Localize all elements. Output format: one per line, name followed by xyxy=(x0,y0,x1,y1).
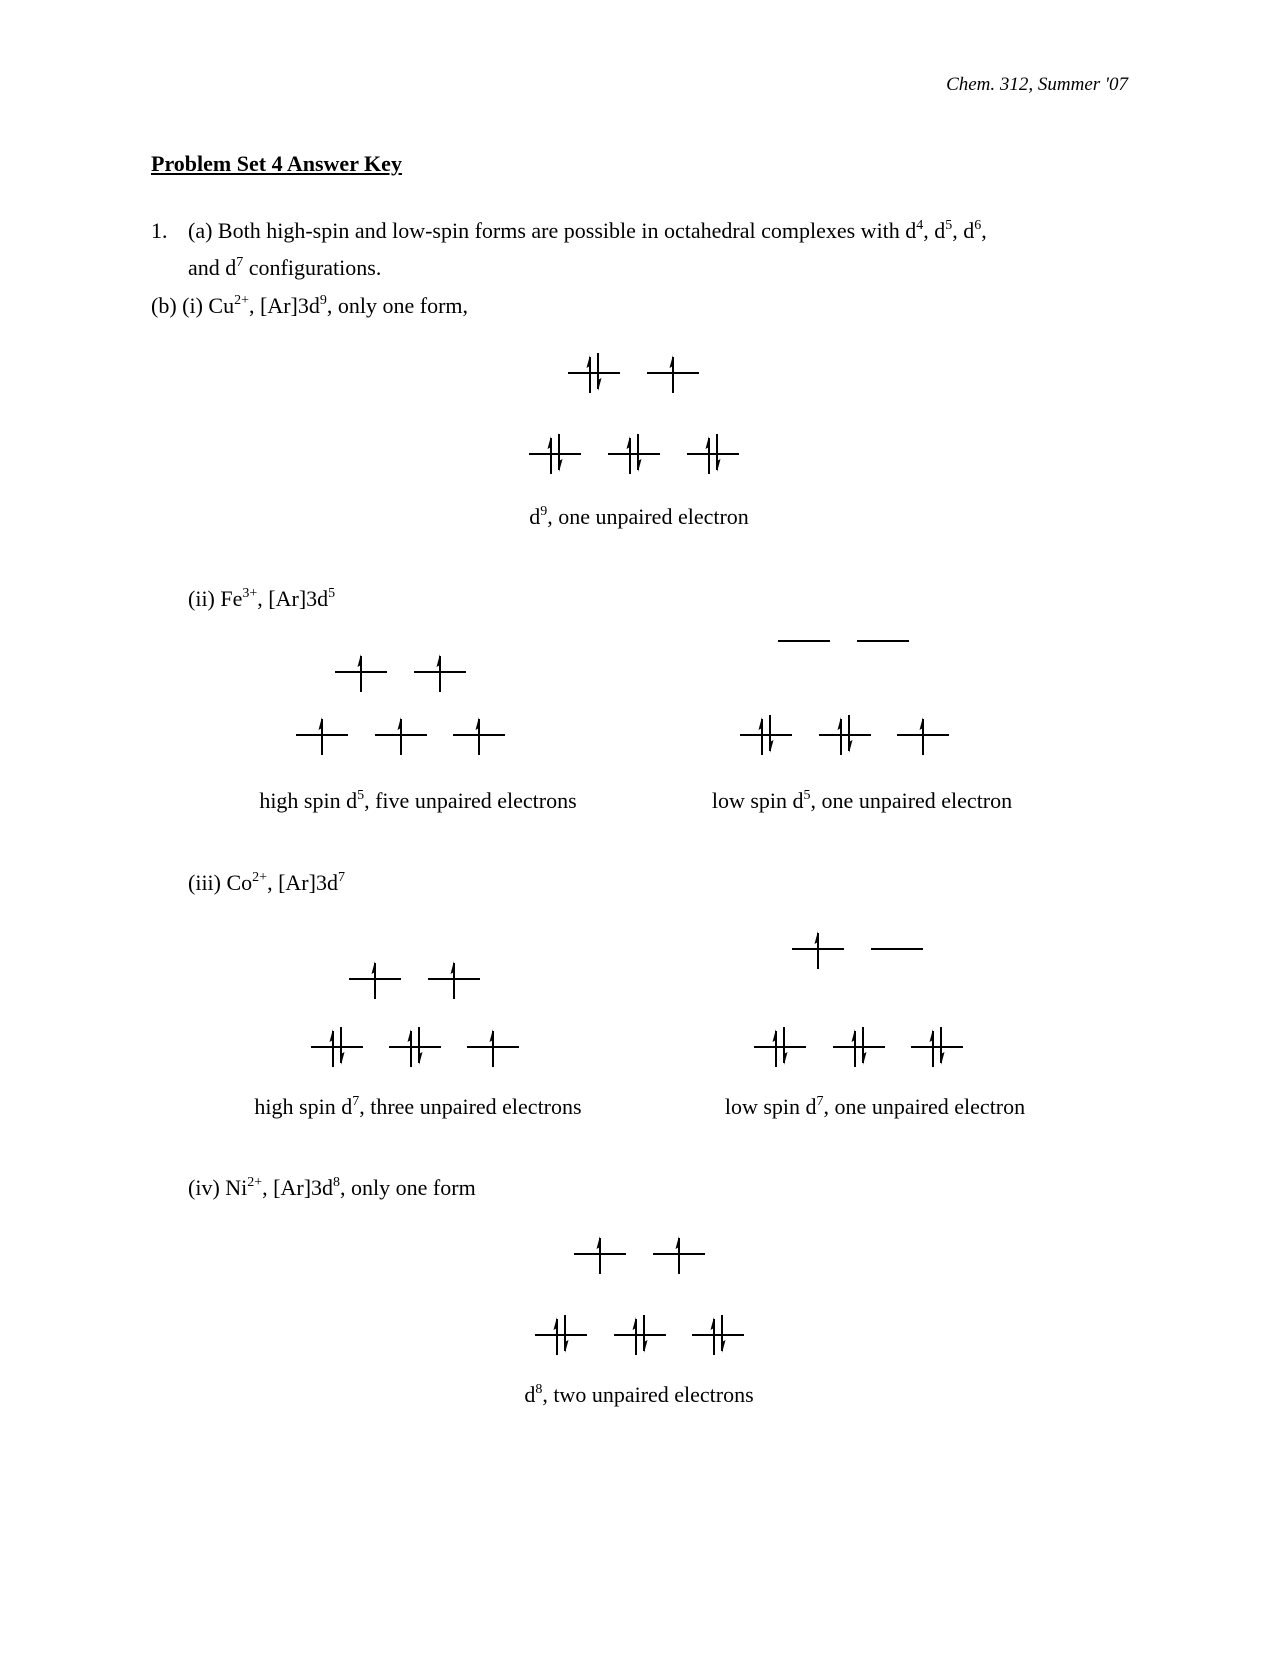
t2g-orbital xyxy=(529,434,581,474)
t2g-orbital xyxy=(467,1027,519,1067)
caption-co-low: low spin $d^7$, one unpaired electron xyxy=(724,1094,1026,1119)
t2g-orbital xyxy=(833,1027,885,1067)
orbital-graphic xyxy=(608,434,660,474)
part-a-line1: (a) Both high-spin and low-spin forms are possible in octahedral complexes with $d^4$, $d^5$, $d^6$, xyxy=(188,218,987,243)
eg-orbital xyxy=(871,929,923,969)
part-b-i-label: (b) (i) $Cu^{2+}$, $[Ar]3d^9$, only one form, xyxy=(151,293,469,318)
caption-fe-low: low spin $d^5$, one unpaired electron xyxy=(711,788,1013,813)
t2g-orbital xyxy=(535,1315,587,1355)
orbital-graphic xyxy=(574,1234,626,1274)
eg-orbital xyxy=(778,621,830,661)
course-header: Chem. 312, Summer '07 xyxy=(946,74,1128,95)
orbital-graphic xyxy=(428,959,480,999)
orbital-graphic xyxy=(792,929,844,969)
orbital-graphic xyxy=(897,715,949,755)
orbital-graphic xyxy=(535,1315,587,1355)
orbital-graphic xyxy=(568,353,620,393)
eg-orbital xyxy=(574,1234,626,1274)
eg-orbital xyxy=(653,1234,705,1274)
orbital-graphic xyxy=(778,621,830,661)
t2g-orbital xyxy=(740,715,792,755)
t2g-orbital xyxy=(911,1027,963,1067)
caption-cu: $d^9$, one unpaired electron xyxy=(529,504,749,529)
eg-orbital xyxy=(647,353,699,393)
part-a-line2: and $d^7$ configurations. xyxy=(188,255,382,280)
t2g-orbital xyxy=(453,715,505,755)
caption-ni: $d^8$, two unpaired electrons xyxy=(524,1382,754,1407)
orbital-graphic xyxy=(529,434,581,474)
caption-co-high: high spin $d^7$, three unpaired electrons xyxy=(254,1094,582,1119)
t2g-orbital xyxy=(614,1315,666,1355)
eg-orbital xyxy=(428,959,480,999)
orbital-graphic xyxy=(311,1027,363,1067)
orbital-graphic xyxy=(453,715,505,755)
eg-orbital xyxy=(335,652,387,692)
t2g-orbital xyxy=(389,1027,441,1067)
t2g-orbital xyxy=(754,1027,806,1067)
t2g-orbital xyxy=(608,434,660,474)
orbital-graphic xyxy=(375,715,427,755)
orbital-graphic xyxy=(653,1234,705,1274)
orbital-graphic xyxy=(740,715,792,755)
eg-orbital xyxy=(792,929,844,969)
eg-orbital xyxy=(857,621,909,661)
t2g-orbital xyxy=(692,1315,744,1355)
t2g-orbital xyxy=(819,715,871,755)
page-title: Problem Set 4 Answer Key xyxy=(151,151,402,176)
t2g-orbital xyxy=(375,715,427,755)
orbital-graphic xyxy=(414,652,466,692)
t2g-orbital xyxy=(897,715,949,755)
orbital-graphic xyxy=(614,1315,666,1355)
orbital-graphic xyxy=(467,1027,519,1067)
t2g-orbital xyxy=(687,434,739,474)
eg-orbital xyxy=(568,353,620,393)
orbital-graphic xyxy=(687,434,739,474)
caption-fe-high: high spin $d^5$, five unpaired electrons xyxy=(259,788,577,813)
t2g-orbital xyxy=(296,715,348,755)
orbital-graphic xyxy=(911,1027,963,1067)
part-b-ii-label: (ii) $Fe^{3+}$, $[Ar]3d^5$ xyxy=(188,586,336,611)
orbital-graphic xyxy=(647,353,699,393)
eg-orbital xyxy=(414,652,466,692)
part-b-iv-label: (iv) $Ni^{2+}$, $[Ar]3d^8$, only one form xyxy=(188,1175,476,1200)
eg-orbital xyxy=(349,959,401,999)
orbital-graphic xyxy=(754,1027,806,1067)
orbital-graphic xyxy=(833,1027,885,1067)
orbital-graphic xyxy=(389,1027,441,1067)
orbital-graphic xyxy=(871,929,923,969)
orbital-graphic xyxy=(335,652,387,692)
part-b-iii-label: (iii) $Co^{2+}$, $[Ar]3d^7$ xyxy=(188,870,345,895)
orbital-graphic xyxy=(692,1315,744,1355)
orbital-graphic xyxy=(819,715,871,755)
orbital-graphic xyxy=(296,715,348,755)
orbital-graphic xyxy=(857,621,909,661)
orbital-graphic xyxy=(349,959,401,999)
t2g-orbital xyxy=(311,1027,363,1067)
question-number: 1. xyxy=(151,218,168,243)
